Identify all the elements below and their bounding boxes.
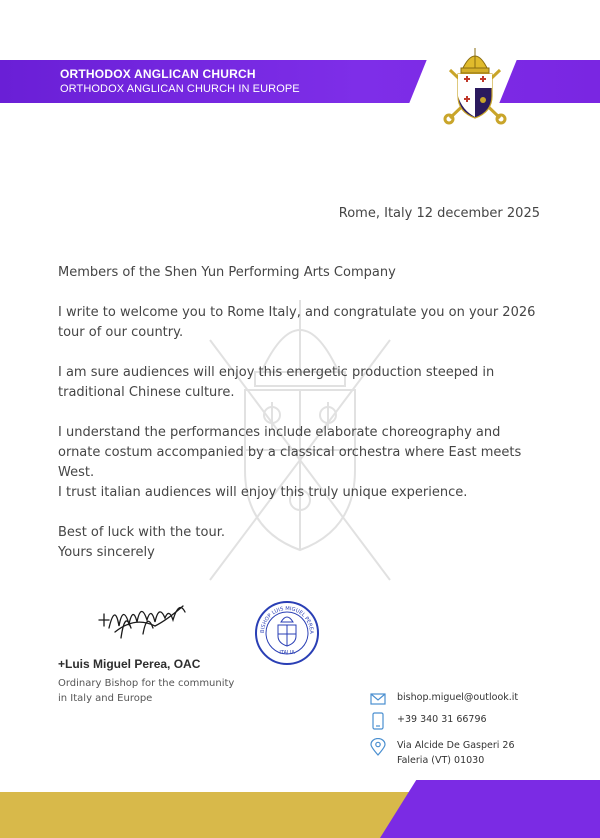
paragraph-welcome: I write to welcome you to Rome Italy, and congratulate you on your 2026 tour of our country.: [58, 305, 536, 340]
letter-body: [58, 263, 538, 563]
contact-address-line-2: Faleria (VT) 01030: [397, 755, 485, 766]
location-pin-icon: [370, 738, 386, 756]
signer-role-line-1: Ordinary Bishop for the community: [58, 678, 235, 689]
letter-date: Rome, Italy 12 december 2025: [338, 206, 540, 221]
paragraph-performances: [58, 423, 538, 503]
contact-phone-text[interactable]: +39 340 31 66796: [397, 714, 487, 725]
signer-role-line-2: in Italy and Europe: [58, 693, 153, 704]
closing-salutation: Yours sincerely: [58, 545, 155, 560]
footer-white-strip: [0, 780, 465, 792]
svg-text:BISHOP LUIS MIGUEL PEREA: BISHOP LUIS MIGUEL PEREA: [259, 605, 315, 635]
church-subtitle: ORTHODOX ANGLICAN CHURCH IN EUROPE: [60, 83, 300, 95]
svg-text:ITALIA: ITALIA: [279, 650, 295, 656]
contact-phone[interactable]: [370, 712, 487, 730]
envelope-icon: [370, 690, 386, 708]
contact-email[interactable]: [370, 690, 518, 708]
paragraph-performances-line-1: I understand the performances include elaborate choreography and ornate costum accompanied by a classical orchestra where East meets West.: [58, 425, 522, 480]
paragraph-audiences: I am sure audiences will enjoy this energetic production steeped in traditional Chinese culture.: [58, 365, 495, 400]
signer-name: +Luis Miguel Perea, OAC: [58, 657, 201, 671]
paragraph-performances-line-2: I trust italian audiences will enjoy this truly unique experience.: [58, 485, 468, 500]
footer-purple-band: [380, 780, 600, 838]
church-name: ORTHODOX ANGLICAN CHURCH: [60, 67, 256, 81]
handwritten-signature: [95, 598, 195, 648]
contact-email-text[interactable]: bishop.miguel@outlook.it: [397, 692, 519, 703]
episcopal-seal-stamp: [254, 600, 320, 666]
signer-role: [58, 676, 258, 706]
contact-address-line-1: Via Alcide De Gasperi 26: [397, 740, 515, 751]
recipient-line: Members of the Shen Yun Performing Arts Company: [58, 265, 396, 280]
church-crest-logo: [440, 40, 510, 126]
phone-icon: [370, 712, 386, 730]
closing-wish: Best of luck with the tour.: [58, 525, 225, 540]
contact-address: [370, 738, 515, 768]
